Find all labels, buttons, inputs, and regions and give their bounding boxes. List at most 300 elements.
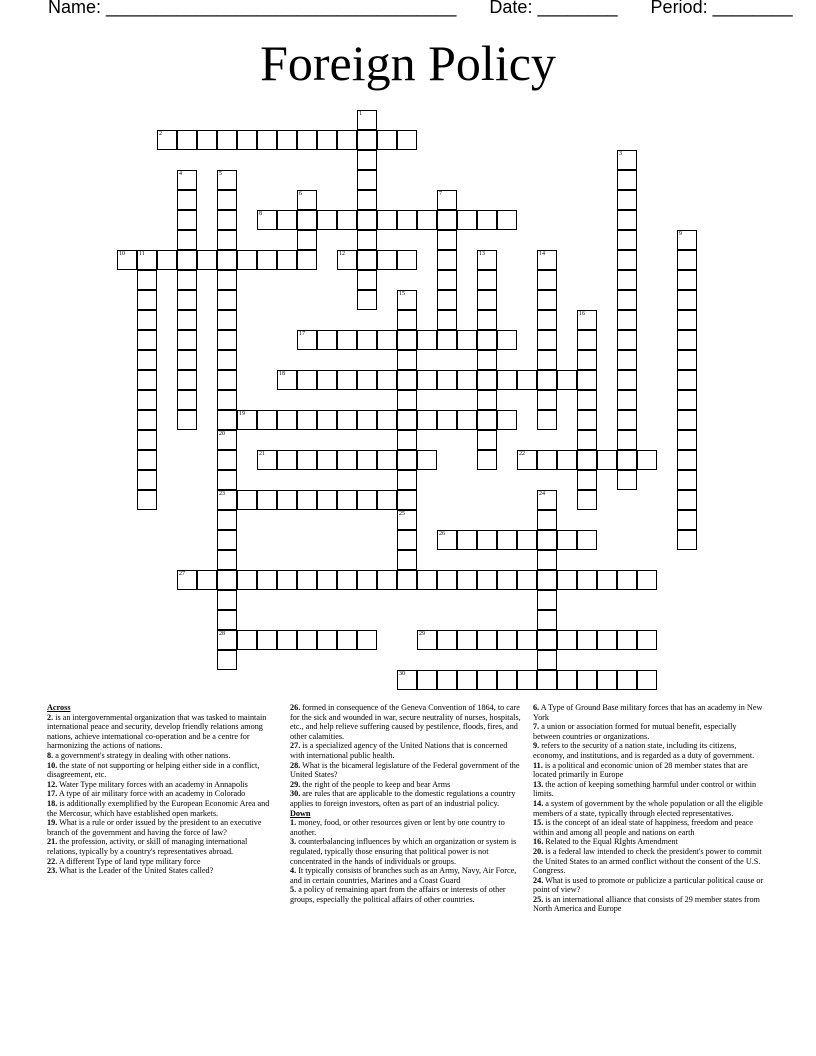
crossword-cell[interactable]	[297, 630, 317, 650]
crossword-cell[interactable]	[577, 530, 597, 550]
crossword-cell[interactable]	[497, 630, 517, 650]
crossword-cell[interactable]	[677, 450, 697, 470]
crossword-cell[interactable]	[617, 310, 637, 330]
crossword-cell[interactable]	[477, 410, 497, 430]
crossword-cell[interactable]	[337, 370, 357, 390]
crossword-cell[interactable]	[577, 450, 597, 470]
crossword-cell[interactable]	[337, 490, 357, 510]
crossword-cell[interactable]	[617, 330, 637, 350]
crossword-cell[interactable]	[177, 310, 197, 330]
crossword-cell[interactable]	[297, 450, 317, 470]
crossword-cell[interactable]	[417, 330, 437, 350]
crossword-cell[interactable]	[597, 670, 617, 690]
crossword-cell[interactable]	[377, 450, 397, 470]
crossword-cell[interactable]	[217, 550, 237, 570]
crossword-cell[interactable]	[397, 450, 417, 470]
crossword-cell[interactable]	[617, 230, 637, 250]
crossword-cell[interactable]	[637, 450, 657, 470]
crossword-cell[interactable]	[537, 390, 557, 410]
crossword-cell[interactable]	[137, 410, 157, 430]
crossword-cell[interactable]	[297, 130, 317, 150]
crossword-cell[interactable]	[617, 370, 637, 390]
crossword-cell[interactable]	[137, 450, 157, 470]
crossword-cell[interactable]	[557, 370, 577, 390]
crossword-cell[interactable]	[317, 370, 337, 390]
crossword-cell[interactable]	[577, 570, 597, 590]
crossword-cell[interactable]	[157, 130, 177, 150]
crossword-cell[interactable]	[537, 350, 557, 370]
crossword-cell[interactable]	[357, 190, 377, 210]
crossword-cell[interactable]	[637, 670, 657, 690]
crossword-cell[interactable]	[617, 250, 637, 270]
crossword-cell[interactable]	[197, 250, 217, 270]
crossword-cell[interactable]	[437, 410, 457, 430]
period-field[interactable]: Period: ________	[650, 0, 793, 17]
crossword-cell[interactable]	[337, 630, 357, 650]
crossword-cell[interactable]	[477, 430, 497, 450]
crossword-cell[interactable]	[217, 230, 237, 250]
crossword-cell[interactable]	[177, 370, 197, 390]
crossword-cell[interactable]	[257, 630, 277, 650]
crossword-cell[interactable]	[577, 470, 597, 490]
crossword-cell[interactable]	[437, 630, 457, 650]
crossword-cell[interactable]	[257, 250, 277, 270]
crossword-cell[interactable]	[357, 450, 377, 470]
crossword-cell[interactable]	[217, 570, 237, 590]
crossword-cell[interactable]	[437, 290, 457, 310]
crossword-cell[interactable]	[577, 310, 597, 330]
crossword-cell[interactable]	[217, 450, 237, 470]
crossword-cell[interactable]	[217, 130, 237, 150]
crossword-cell[interactable]	[517, 570, 537, 590]
crossword-cell[interactable]	[377, 370, 397, 390]
crossword-cell[interactable]	[217, 590, 237, 610]
crossword-cell[interactable]	[277, 450, 297, 470]
crossword-cell[interactable]	[617, 270, 637, 290]
crossword-cell[interactable]	[337, 210, 357, 230]
crossword-cell[interactable]	[297, 190, 317, 210]
crossword-cell[interactable]	[257, 450, 277, 470]
crossword-cell[interactable]	[417, 450, 437, 470]
crossword-cell[interactable]	[477, 370, 497, 390]
crossword-cell[interactable]	[357, 630, 377, 650]
crossword-cell[interactable]	[177, 570, 197, 590]
crossword-cell[interactable]	[357, 170, 377, 190]
crossword-cell[interactable]	[457, 670, 477, 690]
crossword-cell[interactable]	[577, 390, 597, 410]
crossword-cell[interactable]	[477, 270, 497, 290]
crossword-cell[interactable]	[377, 570, 397, 590]
crossword-cell[interactable]	[357, 330, 377, 350]
crossword-cell[interactable]	[317, 570, 337, 590]
crossword-cell[interactable]	[437, 530, 457, 550]
crossword-cell[interactable]	[237, 410, 257, 430]
crossword-cell[interactable]	[177, 130, 197, 150]
crossword-cell[interactable]	[557, 670, 577, 690]
crossword-cell[interactable]	[297, 250, 317, 270]
crossword-cell[interactable]	[357, 290, 377, 310]
crossword-cell[interactable]	[617, 430, 637, 450]
crossword-cell[interactable]	[177, 290, 197, 310]
crossword-cell[interactable]	[217, 330, 237, 350]
crossword-cell[interactable]	[397, 510, 417, 530]
crossword-cell[interactable]	[217, 170, 237, 190]
crossword-cell[interactable]	[177, 170, 197, 190]
crossword-cell[interactable]	[617, 150, 637, 170]
crossword-cell[interactable]	[377, 210, 397, 230]
crossword-cell[interactable]	[317, 210, 337, 230]
crossword-cell[interactable]	[277, 210, 297, 230]
crossword-cell[interactable]	[217, 210, 237, 230]
crossword-cell[interactable]	[357, 250, 377, 270]
crossword-cell[interactable]	[537, 310, 557, 330]
crossword-cell[interactable]	[357, 570, 377, 590]
crossword-cell[interactable]	[597, 630, 617, 650]
crossword-cell[interactable]	[677, 290, 697, 310]
crossword-cell[interactable]	[537, 590, 557, 610]
crossword-cell[interactable]	[137, 250, 157, 270]
crossword-cell[interactable]	[457, 630, 477, 650]
crossword-cell[interactable]	[577, 410, 597, 430]
crossword-cell[interactable]	[477, 530, 497, 550]
crossword-cell[interactable]	[317, 330, 337, 350]
crossword-cell[interactable]	[297, 370, 317, 390]
crossword-cell[interactable]	[437, 330, 457, 350]
crossword-cell[interactable]	[297, 410, 317, 430]
crossword-cell[interactable]	[217, 650, 237, 670]
crossword-cell[interactable]	[337, 330, 357, 350]
crossword-cell[interactable]	[357, 230, 377, 250]
crossword-cell[interactable]	[677, 270, 697, 290]
crossword-cell[interactable]	[397, 550, 417, 570]
crossword-cell[interactable]	[677, 250, 697, 270]
crossword-cell[interactable]	[357, 130, 377, 150]
crossword-cell[interactable]	[557, 630, 577, 650]
crossword-cell[interactable]	[377, 330, 397, 350]
crossword-cell[interactable]	[277, 410, 297, 430]
crossword-cell[interactable]	[517, 370, 537, 390]
crossword-cell[interactable]	[497, 670, 517, 690]
crossword-cell[interactable]	[677, 330, 697, 350]
crossword-cell[interactable]	[397, 350, 417, 370]
crossword-cell[interactable]	[477, 330, 497, 350]
crossword-cell[interactable]	[177, 330, 197, 350]
crossword-cell[interactable]	[357, 150, 377, 170]
crossword-cell[interactable]	[297, 490, 317, 510]
crossword-cell[interactable]	[217, 290, 237, 310]
crossword-cell[interactable]	[377, 130, 397, 150]
crossword-cell[interactable]	[577, 490, 597, 510]
crossword-cell[interactable]	[617, 470, 637, 490]
crossword-cell[interactable]	[677, 370, 697, 390]
crossword-cell[interactable]	[677, 230, 697, 250]
crossword-cell[interactable]	[537, 610, 557, 630]
crossword-cell[interactable]	[177, 190, 197, 210]
crossword-cell[interactable]	[397, 310, 417, 330]
crossword-cell[interactable]	[397, 530, 417, 550]
crossword-cell[interactable]	[417, 630, 437, 650]
crossword-cell[interactable]	[417, 210, 437, 230]
crossword-cell[interactable]	[277, 250, 297, 270]
crossword-cell[interactable]	[617, 570, 637, 590]
crossword-cell[interactable]	[437, 370, 457, 390]
crossword-cell[interactable]	[457, 570, 477, 590]
crossword-cell[interactable]	[477, 450, 497, 470]
crossword-cell[interactable]	[137, 470, 157, 490]
crossword-cell[interactable]	[617, 410, 637, 430]
crossword-cell[interactable]	[477, 210, 497, 230]
crossword-cell[interactable]	[497, 210, 517, 230]
crossword-cell[interactable]	[357, 270, 377, 290]
crossword-cell[interactable]	[237, 490, 257, 510]
crossword-cell[interactable]	[337, 250, 357, 270]
crossword-cell[interactable]	[177, 250, 197, 270]
crossword-cell[interactable]	[677, 470, 697, 490]
crossword-cell[interactable]	[337, 450, 357, 470]
crossword-cell[interactable]	[397, 210, 417, 230]
crossword-cell[interactable]	[397, 370, 417, 390]
crossword-cell[interactable]	[137, 390, 157, 410]
crossword-cell[interactable]	[217, 370, 237, 390]
crossword-cell[interactable]	[277, 370, 297, 390]
crossword-cell[interactable]	[217, 270, 237, 290]
crossword-cell[interactable]	[537, 570, 557, 590]
crossword-cell[interactable]	[437, 310, 457, 330]
crossword-cell[interactable]	[377, 410, 397, 430]
crossword-cell[interactable]	[137, 430, 157, 450]
crossword-cell[interactable]	[217, 490, 237, 510]
crossword-cell[interactable]	[457, 410, 477, 430]
crossword-cell[interactable]	[177, 390, 197, 410]
crossword-cell[interactable]	[117, 250, 137, 270]
crossword-cell[interactable]	[137, 330, 157, 350]
crossword-cell[interactable]	[397, 470, 417, 490]
crossword-cell[interactable]	[517, 450, 537, 470]
crossword-cell[interactable]	[437, 210, 457, 230]
crossword-cell[interactable]	[317, 410, 337, 430]
crossword-cell[interactable]	[217, 350, 237, 370]
crossword-cell[interactable]	[357, 490, 377, 510]
crossword-cell[interactable]	[617, 210, 637, 230]
crossword-cell[interactable]	[617, 630, 637, 650]
crossword-cell[interactable]	[277, 490, 297, 510]
crossword-cell[interactable]	[357, 110, 377, 130]
crossword-cell[interactable]	[397, 290, 417, 310]
crossword-cell[interactable]	[297, 330, 317, 350]
crossword-cell[interactable]	[137, 490, 157, 510]
crossword-cell[interactable]	[157, 250, 177, 270]
crossword-cell[interactable]	[137, 350, 157, 370]
crossword-cell[interactable]	[277, 570, 297, 590]
crossword-cell[interactable]	[377, 490, 397, 510]
crossword-cell[interactable]	[317, 130, 337, 150]
crossword-cell[interactable]	[237, 250, 257, 270]
crossword-cell[interactable]	[217, 410, 237, 430]
crossword-cell[interactable]	[217, 250, 237, 270]
crossword-cell[interactable]	[437, 190, 457, 210]
crossword-cell[interactable]	[617, 670, 637, 690]
crossword-cell[interactable]	[677, 410, 697, 430]
crossword-cell[interactable]	[437, 570, 457, 590]
crossword-cell[interactable]	[577, 330, 597, 350]
crossword-cell[interactable]	[337, 570, 357, 590]
crossword-cell[interactable]	[677, 350, 697, 370]
crossword-cell[interactable]	[677, 310, 697, 330]
crossword-cell[interactable]	[677, 510, 697, 530]
crossword-cell[interactable]	[557, 570, 577, 590]
crossword-cell[interactable]	[537, 290, 557, 310]
crossword-cell[interactable]	[177, 270, 197, 290]
crossword-cell[interactable]	[617, 190, 637, 210]
crossword-cell[interactable]	[397, 390, 417, 410]
crossword-cell[interactable]	[297, 210, 317, 230]
crossword-cell[interactable]	[397, 330, 417, 350]
name-field[interactable]: Name: ___________________________________	[48, 0, 457, 17]
crossword-cell[interactable]	[277, 130, 297, 150]
crossword-cell[interactable]	[477, 350, 497, 370]
crossword-cell[interactable]	[417, 370, 437, 390]
crossword-cell[interactable]	[617, 350, 637, 370]
crossword-cell[interactable]	[677, 490, 697, 510]
crossword-cell[interactable]	[577, 670, 597, 690]
crossword-cell[interactable]	[177, 230, 197, 250]
crossword-cell[interactable]	[477, 390, 497, 410]
crossword-cell[interactable]	[397, 670, 417, 690]
crossword-cell[interactable]	[537, 330, 557, 350]
crossword-cell[interactable]	[177, 410, 197, 430]
crossword-cell[interactable]	[137, 310, 157, 330]
crossword-cell[interactable]	[537, 630, 557, 650]
crossword-cell[interactable]	[617, 290, 637, 310]
crossword-cell[interactable]	[677, 530, 697, 550]
crossword-cell[interactable]	[517, 530, 537, 550]
crossword-cell[interactable]	[357, 210, 377, 230]
crossword-cell[interactable]	[397, 250, 417, 270]
crossword-cell[interactable]	[217, 630, 237, 650]
crossword-cell[interactable]	[257, 410, 277, 430]
crossword-cell[interactable]	[677, 430, 697, 450]
crossword-cell[interactable]	[237, 130, 257, 150]
crossword-cell[interactable]	[477, 630, 497, 650]
crossword-cell[interactable]	[417, 570, 437, 590]
crossword-cell[interactable]	[297, 570, 317, 590]
crossword-cell[interactable]	[437, 270, 457, 290]
crossword-cell[interactable]	[577, 630, 597, 650]
crossword-cell[interactable]	[457, 370, 477, 390]
crossword-cell[interactable]	[537, 250, 557, 270]
crossword-cell[interactable]	[177, 210, 197, 230]
crossword-cell[interactable]	[257, 490, 277, 510]
crossword-cell[interactable]	[497, 370, 517, 390]
crossword-cell[interactable]	[637, 570, 657, 590]
crossword-cell[interactable]	[317, 630, 337, 650]
crossword-cell[interactable]	[337, 130, 357, 150]
date-field[interactable]: Date: ________	[489, 0, 618, 17]
crossword-cell[interactable]	[537, 650, 557, 670]
crossword-cell[interactable]	[437, 230, 457, 250]
crossword-cell[interactable]	[257, 210, 277, 230]
crossword-cell[interactable]	[597, 570, 617, 590]
crossword-cell[interactable]	[557, 450, 577, 470]
crossword-cell[interactable]	[497, 410, 517, 430]
crossword-cell[interactable]	[557, 530, 577, 550]
crossword-cell[interactable]	[477, 570, 497, 590]
crossword-cell[interactable]	[397, 130, 417, 150]
crossword-cell[interactable]	[537, 410, 557, 430]
crossword-cell[interactable]	[317, 490, 337, 510]
crossword-cell[interactable]	[297, 230, 317, 250]
crossword-cell[interactable]	[537, 370, 557, 390]
crossword-cell[interactable]	[437, 670, 457, 690]
crossword-cell[interactable]	[217, 610, 237, 630]
crossword-cell[interactable]	[137, 270, 157, 290]
crossword-cell[interactable]	[517, 670, 537, 690]
crossword-cell[interactable]	[577, 430, 597, 450]
crossword-cell[interactable]	[457, 530, 477, 550]
crossword-cell[interactable]	[397, 570, 417, 590]
crossword-cell[interactable]	[537, 670, 557, 690]
crossword-cell[interactable]	[417, 670, 437, 690]
crossword-cell[interactable]	[217, 430, 237, 450]
crossword-cell[interactable]	[477, 670, 497, 690]
crossword-cell[interactable]	[397, 430, 417, 450]
crossword-cell[interactable]	[577, 350, 597, 370]
crossword-cell[interactable]	[537, 530, 557, 550]
crossword-cell[interactable]	[217, 530, 237, 550]
crossword-cell[interactable]	[337, 410, 357, 430]
crossword-cell[interactable]	[437, 250, 457, 270]
crossword-cell[interactable]	[357, 410, 377, 430]
crossword-cell[interactable]	[137, 370, 157, 390]
crossword-cell[interactable]	[577, 370, 597, 390]
crossword-cell[interactable]	[237, 570, 257, 590]
crossword-cell[interactable]	[457, 330, 477, 350]
crossword-cell[interactable]	[197, 130, 217, 150]
crossword-cell[interactable]	[237, 630, 257, 650]
crossword-cell[interactable]	[197, 570, 217, 590]
crossword-cell[interactable]	[497, 330, 517, 350]
crossword-cell[interactable]	[417, 410, 437, 430]
crossword-cell[interactable]	[217, 470, 237, 490]
crossword-cell[interactable]	[217, 390, 237, 410]
crossword-cell[interactable]	[397, 490, 417, 510]
crossword-cell[interactable]	[617, 390, 637, 410]
crossword-cell[interactable]	[477, 250, 497, 270]
crossword-cell[interactable]	[257, 570, 277, 590]
crossword-cell[interactable]	[277, 630, 297, 650]
crossword-cell[interactable]	[597, 450, 617, 470]
crossword-cell[interactable]	[617, 170, 637, 190]
crossword-cell[interactable]	[177, 350, 197, 370]
crossword-cell[interactable]	[217, 510, 237, 530]
crossword-cell[interactable]	[537, 510, 557, 530]
crossword-cell[interactable]	[477, 310, 497, 330]
crossword-cell[interactable]	[537, 270, 557, 290]
crossword-cell[interactable]	[457, 210, 477, 230]
crossword-cell[interactable]	[257, 130, 277, 150]
crossword-cell[interactable]	[357, 370, 377, 390]
crossword-cell[interactable]	[317, 450, 337, 470]
crossword-cell[interactable]	[537, 490, 557, 510]
crossword-cell[interactable]	[537, 550, 557, 570]
crossword-cell[interactable]	[217, 190, 237, 210]
crossword-cell[interactable]	[137, 290, 157, 310]
crossword-cell[interactable]	[617, 450, 637, 470]
crossword-cell[interactable]	[517, 630, 537, 650]
crossword-cell[interactable]	[497, 530, 517, 550]
crossword-cell[interactable]	[497, 570, 517, 590]
crossword-cell[interactable]	[377, 250, 397, 270]
